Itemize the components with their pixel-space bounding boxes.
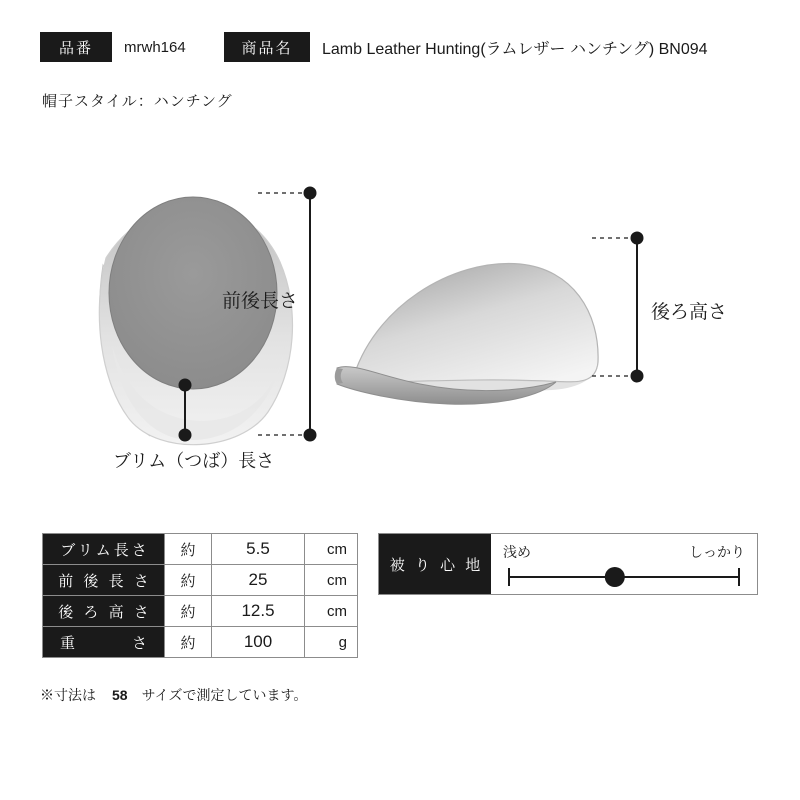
fit-scale-left-label: 浅め [503,544,531,560]
fit-feel-block [378,533,758,595]
spec-name: ブリム長さ [43,534,165,565]
product-code-label: 品番 [40,32,112,62]
top-view-illustration [99,197,292,445]
product-name-label: 商品名 [224,32,310,62]
spec-unit: g [305,627,358,658]
table-row [43,627,358,658]
hat-style-line: 帽子スタイル：ハンチング [42,93,233,110]
fit-feel-scale [491,534,757,594]
note-prefix: ※寸法は [40,687,96,703]
spec-value: 25 [212,565,305,596]
diagram-area [0,140,800,510]
header [40,32,760,62]
fit-scale-right-label: しっかり [689,544,745,560]
side-view-illustration [335,264,598,405]
spec-name: 後 ろ 高 さ [43,596,165,627]
product-name-value: Lamb Leather Hunting(ラムレザー ハンチング) BN094 [322,40,708,58]
spec-value: 100 [212,627,305,658]
note-size: 58 [112,687,128,703]
table-row [43,534,358,565]
back-height-dimension [592,232,643,382]
spec-name: 前 後 長 さ [43,565,165,596]
fit-feel-label: 被 り 心 地 [379,534,491,594]
spec-value: 5.5 [212,534,305,565]
brim-length-label: ブリム（つば）長さ [113,451,275,471]
front-back-length-label: 前後長さ [222,291,299,312]
product-code-value: mrwh164 [124,38,186,56]
spec-unit: cm [305,596,358,627]
note-suffix: サイズで測定しています。 [141,687,308,703]
table-row [43,565,358,596]
spec-approx: 約 [165,534,212,565]
spec-table [42,533,358,658]
fit-scale-graphic [491,562,757,592]
spec-name: 重 さ [43,627,165,658]
spec-approx: 約 [165,596,212,627]
measurement-note [40,685,307,705]
table-row [43,596,358,627]
spec-approx: 約 [165,627,212,658]
spec-unit: cm [305,565,358,596]
spec-approx: 約 [165,565,212,596]
spec-unit: cm [305,534,358,565]
spec-value: 12.5 [212,596,305,627]
back-height-label: 後ろ高さ [651,302,728,323]
